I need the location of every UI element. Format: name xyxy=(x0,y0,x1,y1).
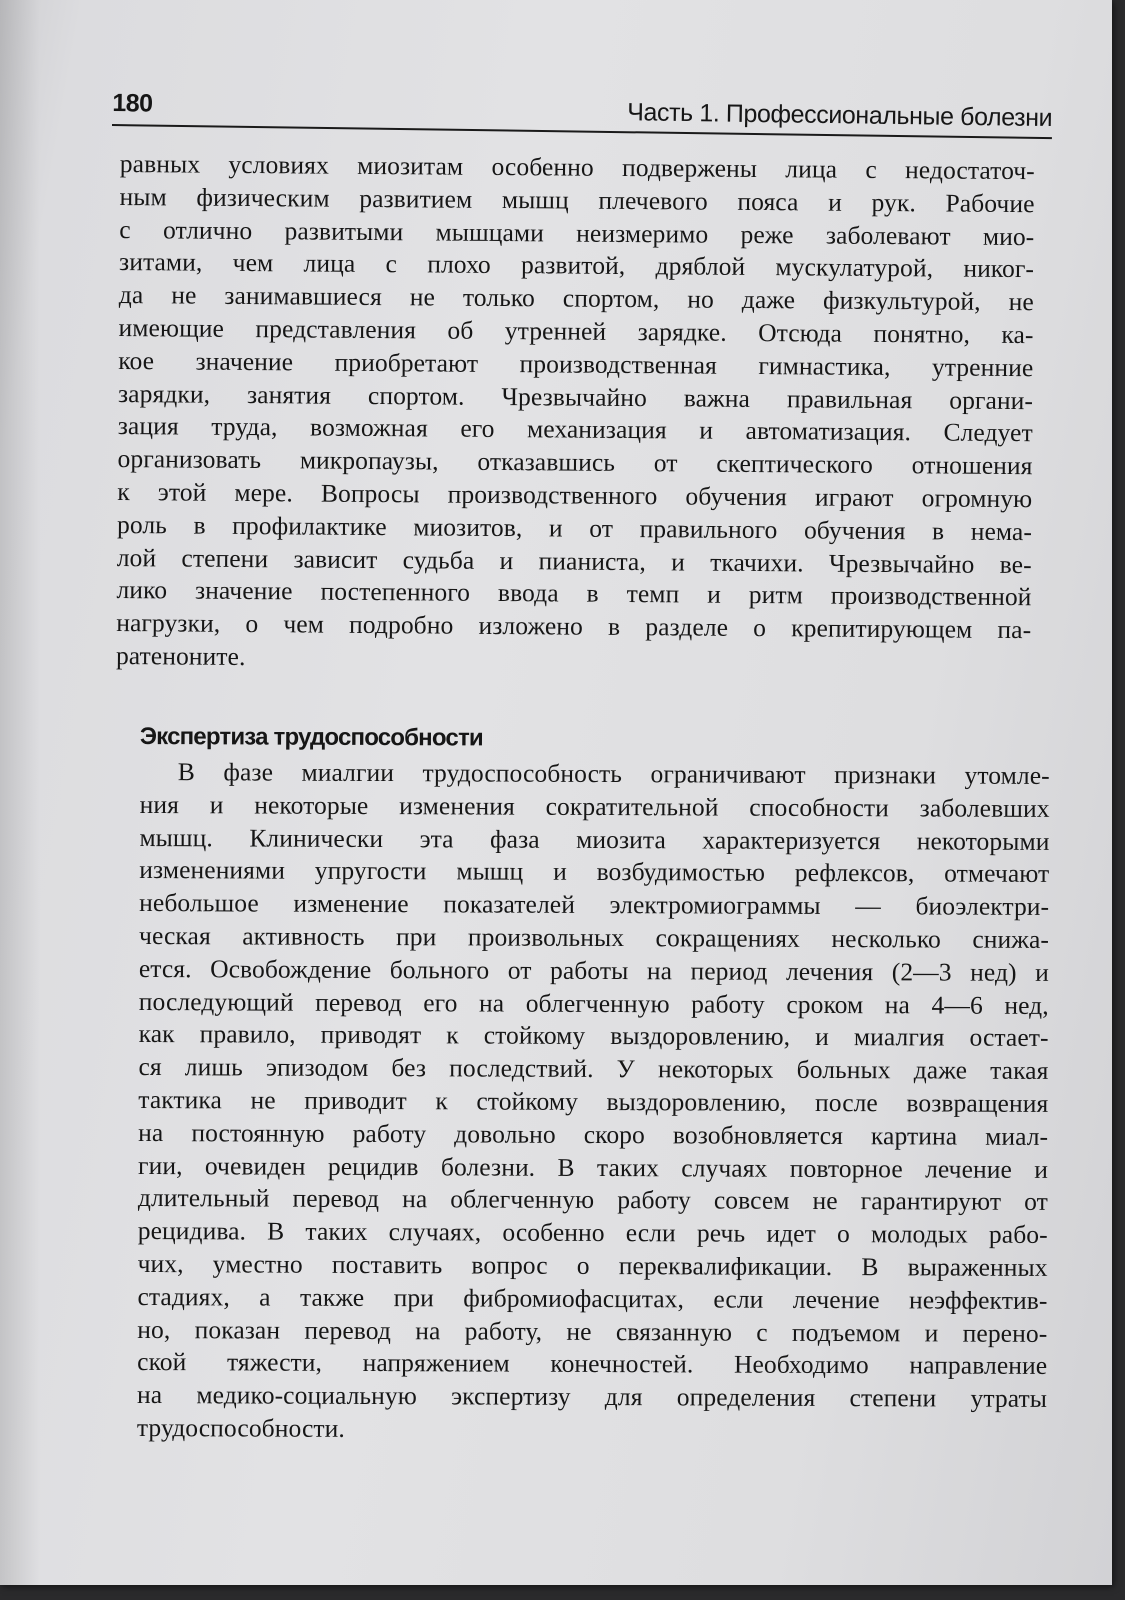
text-line: зация труда, возможная его механизация и автоматизация. Следует xyxy=(117,411,1033,448)
page-header xyxy=(112,80,1053,139)
text-line: да не занимавшиеся не только спортом, но даже физкультурой, не xyxy=(118,280,1034,317)
text-line: имеющие представления об утренней зарядке. Отсюда понятно, ка- xyxy=(118,312,1034,350)
text-line: гии, очевиден рецидив болезни. В таких случаях повторное лечение и xyxy=(137,1150,1049,1184)
text-line: лико значение постепенного ввода в темп и ритм производственной xyxy=(116,575,1032,612)
text-line: ным физическим развитием мышц плечевого пояса и рук. Рабочие xyxy=(119,181,1035,218)
text-line: ся лишь эпизодом без последствий. У некоторых больных даже такая xyxy=(138,1052,1049,1086)
text-line: к этой мере. Вопросы производственного обучения играют огромную xyxy=(117,476,1033,514)
text-line: мышц. Клинически эта фаза миозита характеризуется некоторыми xyxy=(139,822,1050,856)
text-line: последующий перевод его на облегченную работу сроком на 4—6 нед, xyxy=(138,986,1049,1020)
text-line: лой степени зависит судьба и пианиста, и ткачихи. Чрезвычайно ве- xyxy=(116,542,1032,579)
text-line: ется. Освобождение больного от работы на период лечения (2—3 нед) и xyxy=(138,953,1049,987)
text-line: зарядки, занятия спортом. Чрезвычайно важна правильная органи- xyxy=(117,378,1034,415)
text-line: изменениями упругости мышц и возбудимостью рефлексов, отмечают xyxy=(139,855,1050,889)
text-line: ской тяжести, напряжением конечностей. Необходимо направление xyxy=(137,1347,1048,1381)
text-line: небольшое изменение показателей электромиограммы — биоэлектри- xyxy=(139,888,1050,922)
section-expertise xyxy=(137,720,1050,1449)
text-line: ратеноните. xyxy=(115,640,246,671)
text-line: роль в профилактике миозитов, и от правильного обучения в нема- xyxy=(116,509,1033,546)
text-line: рецидива. В таких случаях, особенно если речь идет о молодых рабо- xyxy=(137,1216,1048,1250)
text-line: В фазе миалгии трудоспособность ограничивают признаки утомле- xyxy=(177,757,1050,790)
text-line: стадиях, а также при фибромиофасцитах, если лечение неэффектив- xyxy=(137,1281,1048,1315)
section-heading: Экспертиза трудоспособности xyxy=(139,723,483,752)
text-line: как правило, приводят к стойкому выздоровлению, и миалгия остает- xyxy=(138,1019,1049,1053)
spine-shadow xyxy=(0,0,40,1585)
text-line: тактика не приводит к стойкому выздоровлению, после возвращения xyxy=(138,1084,1049,1118)
running-title: Часть 1. Профессиональные болезни xyxy=(627,98,1053,133)
text-line: кое значение приобретают производственная гимнастика, утренние xyxy=(118,345,1034,382)
text-line: на постоянную работу довольно скоро возобновляется картина миал- xyxy=(138,1117,1049,1151)
text-line: равных условиях миозитам особенно подвержены лица с недостаточ- xyxy=(119,148,1035,186)
text-line: но, показан перевод на работу, не связанную с подъемом и перено- xyxy=(137,1314,1048,1348)
text-line: нагрузки, о чем подробно изложено в разделе о крепитирующем па- xyxy=(116,608,1032,645)
text-line: организовать микропаузы, отказавшись от скептического отношения xyxy=(117,444,1033,481)
text-line: длительный перевод на облегченную работу совсем не гарантируют от xyxy=(137,1183,1048,1217)
text-line: ния и некоторые изменения сократительной способности заболевших xyxy=(139,789,1050,823)
text-line: зитами, чем лица с плохо развитой, дряблой мускулатурой, никог- xyxy=(118,247,1035,284)
text-line: чих, уместно поставить вопрос о переквалификации. В выраженных xyxy=(137,1248,1048,1282)
paragraph-1 xyxy=(116,148,1035,680)
page-number: 180 xyxy=(112,89,153,118)
text-line: ческая активность при произвольных сокращениях несколько снижа- xyxy=(138,920,1050,954)
text-line: трудоспособности. xyxy=(136,1412,345,1443)
text-line: на медико-социальную экспертизу для определения степени утраты xyxy=(136,1380,1048,1414)
text-line: с отлично развитыми мышцами неизмеримо реже заболевают мио- xyxy=(119,214,1035,251)
